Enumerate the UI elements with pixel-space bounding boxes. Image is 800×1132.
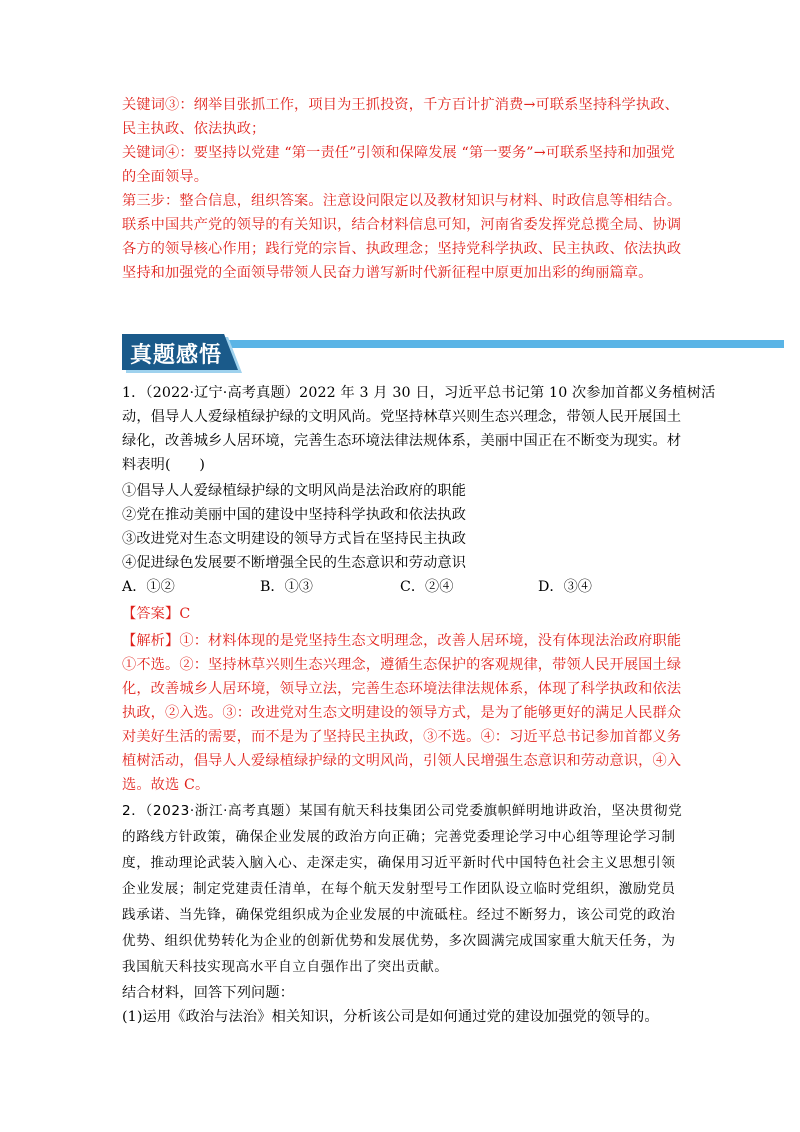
q2-sub-question: (1)运用《政治与法治》相关知识，分析该公司是如何通过党的建设加强党的领导的。 <box>122 1009 659 1025</box>
section-banner <box>122 334 784 370</box>
q2-stem-line: 2．（2023·浙江·高考真题）某国有航天科技集团公司党委旗帜鲜明地讲政治，坚决贯彻党 <box>122 803 683 819</box>
q2-prompt: 结合材料，回答下列问题： <box>122 985 295 1001</box>
q1-analysis-line: 【解析】①：材料体现的是党坚持生态文明理念，改善人居环境，没有体现法治政府职能 <box>122 633 682 649</box>
q1-analysis-line: ①不选。②：坚持林草兴则生态兴理念，遵循生态保护的客观规律，带领人民开展国土绿 <box>122 657 682 673</box>
q2-stem-line: 的路线方针政策，确保企业发展的政治方向正确；完善党委理论学习中心组等理论学习制 <box>122 829 676 845</box>
q1-option-d: D．③④ <box>538 579 592 595</box>
q1-stem-line: 绿化，改善城乡人居环境，完善生态环境法律法规体系，美丽中国正在不断变为现实。材 <box>122 433 682 449</box>
q1-analysis-line: 选。故选 C。 <box>122 777 210 793</box>
q1-statement: ①倡导人人爱绿植绿护绿的文明风尚是法治政府的职能 <box>122 483 467 499</box>
q1-stem-line: 1．（2022·辽宁·高考真题）2022 年 3 月 30 日，习近平总书记第 10 次参加首都义务植树活 <box>122 385 716 401</box>
q1-analysis-line: 对美好生活的需要，而不是为了坚持民主执政，③不选。④：习近平总书记参加首都义务 <box>122 729 682 745</box>
analysis-line: 联系中国共产党的领导的有关知识，结合材料信息可知，河南省委发挥党总揽全局、协调 <box>122 217 682 233</box>
q2-stem-line: 企业发展；制定党建责任清单，在每个航天发射型号工作团队设立临时党组织，激励党员 <box>122 881 676 897</box>
section-title: 真题感悟 <box>130 343 223 368</box>
q1-statement: ②党在推动美丽中国的建设中坚持科学执政和依法执政 <box>122 507 467 523</box>
q1-option-c: C．②④ <box>400 579 454 595</box>
q1-statement: ③改进党对生态文明建设的领导方式旨在坚持民主执政 <box>122 531 467 547</box>
analysis-line: 各方的领导核心作用；践行党的宗旨、执政理念；坚持党科学执政、民主执政、依法执政 <box>122 241 682 257</box>
q1-answer: 【答案】C <box>122 606 191 622</box>
analysis-line: 的全面领导。 <box>122 169 209 185</box>
q1-analysis-line: 执政，②入选。③：改进党对生态文明建设的领导方式，是为了能够更好的满足人民群众 <box>122 705 682 721</box>
q1-option-b: B．①③ <box>260 579 313 595</box>
q1-analysis-line: 植树活动，倡导人人爱绿植绿护绿的文明风尚，引领人民增强生态意识和劳动意识，④入 <box>122 753 682 769</box>
analysis-line: 关键词③：纲举目张抓工作，项目为王抓投资，千方百计扩消费→可联系坚持科学执政、 <box>122 97 679 113</box>
q1-stem-line: 料表明( ) <box>122 457 206 473</box>
q2-stem-line: 践承诺、当先锋，确保党组织成为企业发展的中流砥柱。经过不断努力，该公司党的政治 <box>122 907 676 923</box>
analysis-line: 民主执政、依法执政； <box>122 121 266 137</box>
q1-statement: ④促进绿色发展要不断增强全民的生态意识和劳动意识 <box>122 555 467 571</box>
q2-stem-line: 优势、组织优势转化为企业的创新优势和发展优势，多次圆满完成国家重大航天任务，为 <box>122 933 676 949</box>
q2-stem-line: 度，推动理论武装入脑入心、走深走实，确保用习近平新时代中国特色社会主义思想引领 <box>122 855 676 871</box>
q1-stem-line: 动，倡导人人爱绿植绿护绿的文明风尚。党坚持林草兴则生态兴理念，带领人民开展国土 <box>122 409 682 425</box>
q2-stem-line: 我国航天科技实现高水平自立自强作出了突出贡献。 <box>122 959 449 975</box>
analysis-line: 第三步：整合信息，组织答案。注意设问限定以及教材知识与材料、时政信息等相结合。 <box>122 193 682 209</box>
q1-analysis-line: 化，改善城乡人居环境，领导立法，完善生态环境法律法规体系，体现了科学执政和依法 <box>122 681 682 697</box>
q1-option-a: A．①② <box>122 579 175 595</box>
analysis-line: 坚持和加强党的全面领导带领人民奋力谱写新时代新征程中原更加出彩的绚丽篇章。 <box>122 265 653 281</box>
analysis-line: 关键词④：要坚持以党建 “第一责任”引领和保障发展 “第一要务”→可联系坚持和加强党 <box>122 145 675 161</box>
